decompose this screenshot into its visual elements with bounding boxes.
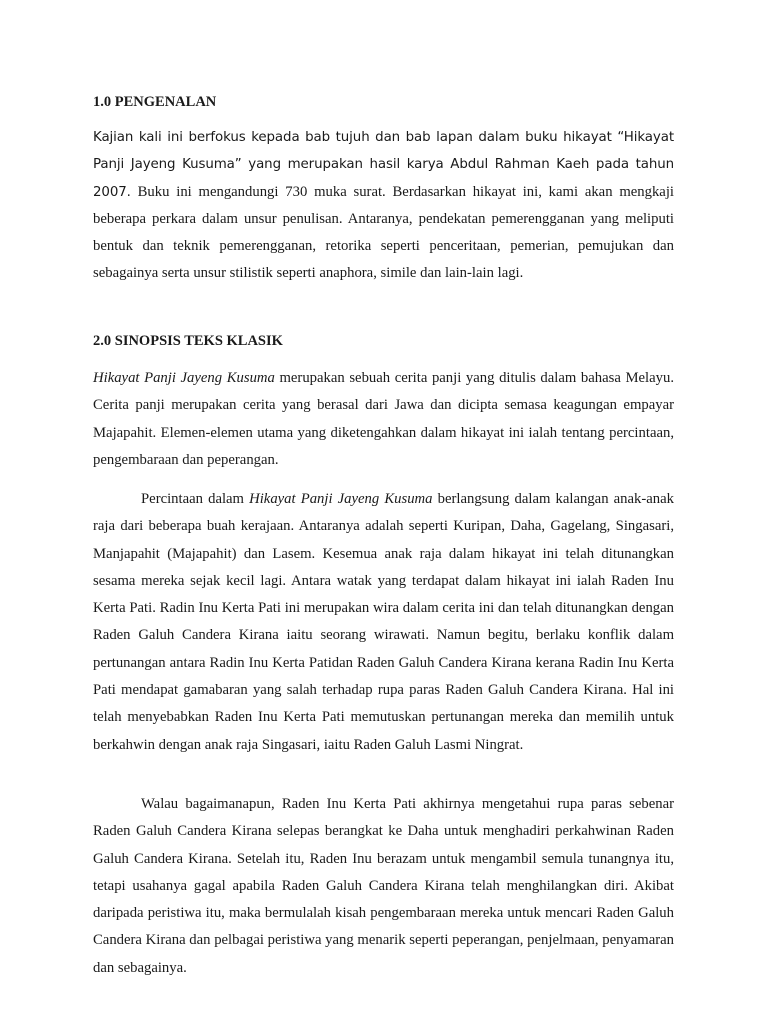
section-heading-pengenalan: 1.0 PENGENALAN	[93, 94, 217, 110]
paragraph-pengenalan-part1: Kajian kali ini berfokus kepada bab tujuh dan bab lapan dalam buku hikayat “Hikayat Panji Jayeng Kusuma” yang merupakan hasil karya Abdul Rahman Kaeh pada tahun 2007.	[93, 130, 674, 200]
paragraph-sinopsis-3: Walau bagaimanapun, Raden Inu Kerta Pati akhirnya mengetahui rupa paras sebenar Raden Galuh Candera Kirana selepas berangkat ke Daha untuk menghadiri perkahwinan Raden Galuh Candera Kirana. Setelah itu, Raden Inu berazam untuk mengambil semula tunangnya itu, tetapi usahanya gagal apabila Raden Galuh Candera Kirana telah menghilangkan diri. Akibat daripada peristiwa itu, maka bermulalah kisah pengembaraan mereka untuk mencari Raden Galuh Candera Kirana dan pelbagai peristiwa yang menarik seperti peperangan, penjelmaan, penyamaran dan sebagainya.	[93, 796, 674, 976]
paragraph-pengenalan	[93, 124, 674, 288]
paragraph-sinopsis-1	[93, 365, 674, 474]
paragraph-sinopsis-1-text: merupakan sebuah cerita panji yang ditulis dalam bahasa Melayu. Cerita panji merupakan cerita yang berasal dari Jawa dan dicipta semasa keagungan empayar Majapahit. Elemen-elemen utama yang diketengahkan dalam hikayat ini ialah tentang percintaan, pengembaraan dan peperangan.	[93, 370, 674, 468]
paragraph-pengenalan-part2: Buku ini mengandungi 730 muka surat. Berdasarkan hikayat ini, kami akan mengkaji beberapa perkara dalam unsur penulisan. Antaranya, pendekatan pemerengganan yang meliputi bentuk dan teknik pemerengganan, retorika seperti penceritaan, pemerian, pemujukan dan sebagainya serta unsur stilistik seperti anaphora, simile dan lain-lain lagi.	[93, 183, 674, 282]
book-title-italic: Hikayat Panji Jayeng Kusuma	[249, 491, 433, 507]
section-heading-sinopsis: 2.0 SINOPSIS TEKS KLASIK	[93, 333, 283, 349]
paragraph-sinopsis-2	[93, 486, 674, 759]
book-title-italic: Hikayat Panji Jayeng Kusuma	[93, 370, 275, 386]
paragraph-sinopsis-2-text: berlangsung dalam kalangan anak-anak raja dari beberapa buah kerajaan. Antaranya adalah seperti Kuripan, Daha, Gagelang, Singasari, Manjapahit (Majapahit) dan Lasem. Kesemua anak raja dalam hikayat ini telah ditunangkan sesama mereka sejak kecil lagi. Antara watak yang terdapat dalam hikayat ini ialah Raden Inu Kerta Pati. Radin Inu Kerta Pati ini merupakan wira dalam cerita ini dan telah ditunangkan dengan Raden Galuh Candera Kirana iaitu seorang wirawati. Namun begitu, berlaku konflik dalam pertunangan antara Radin Inu Kerta Patidan Raden Galuh Candera Kirana kerana Radin Inu Kerta Pati mendapat gamabaran yang salah terhadap rupa paras Raden Galuh Candera Kirana. Hal ini telah menyebabkan Raden Inu Kerta Pati memutuskan pertunangan mereka dan memilih untuk berkahwin dengan anak raja Singasari, iaitu Raden Galuh Lasmi Ningrat.	[93, 491, 675, 753]
paragraph-sinopsis-2-before: Percintaan dalam	[141, 491, 250, 507]
